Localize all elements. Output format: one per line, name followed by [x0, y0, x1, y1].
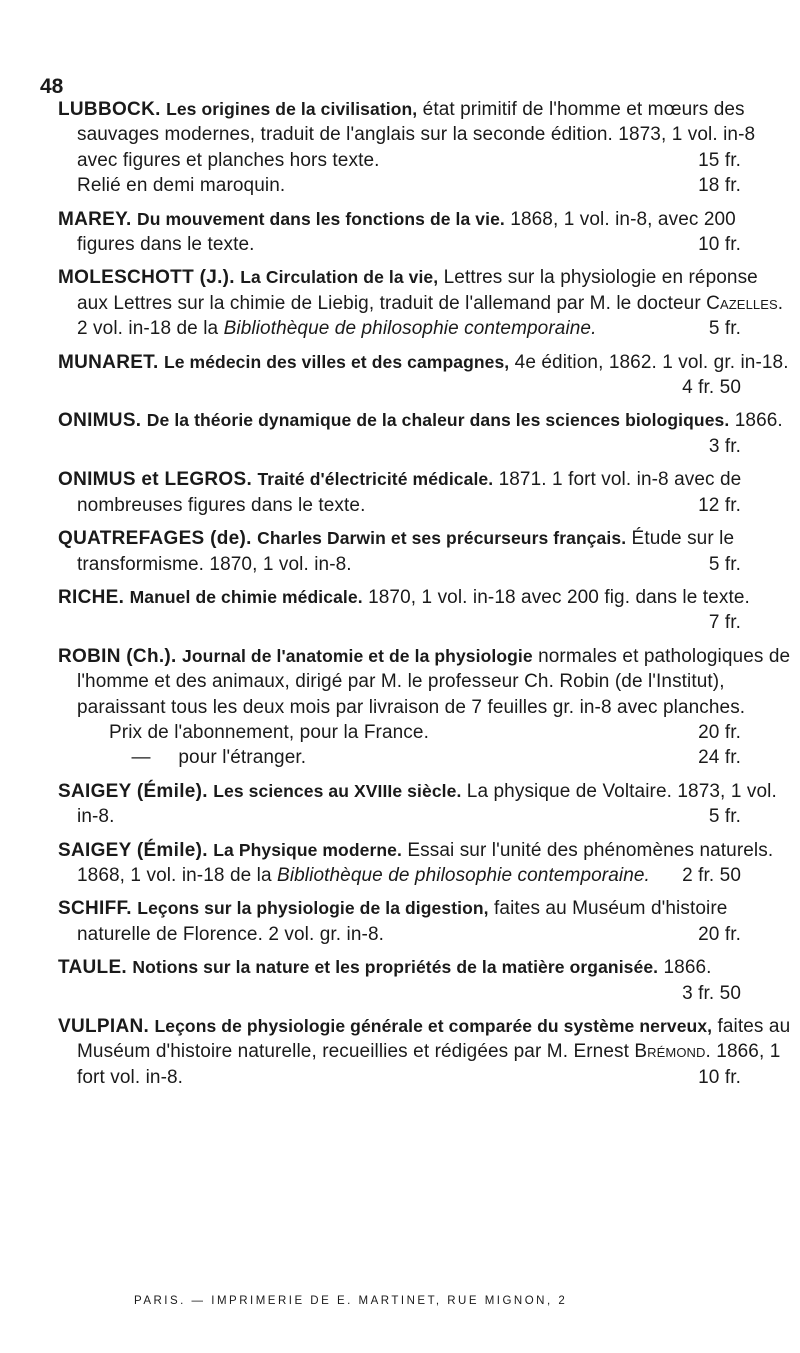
entry-title: Les origines de la civilisation, — [166, 99, 418, 119]
entry-description: 1871. 1 fort vol. in-8 avec de nombreuses figures dans le texte. — [77, 469, 742, 516]
entry-author: TAULE. — [58, 957, 127, 979]
entry-price: 5 fr. — [708, 553, 741, 575]
entry-description: Lettres sur la physiologie en réponse aux Lettres sur la chimie de Liebig, traduit de l'allemand par M. le docteur — [77, 267, 758, 314]
entry-price: 7 fr. — [708, 612, 741, 634]
entry-title: Le médecin des villes et des campagnes, — [163, 351, 510, 372]
entry-extra — [77, 173, 793, 198]
entry-title: Traité d'électricité médicale. — [257, 469, 494, 490]
entry-author: ONIMUS. — [58, 410, 142, 432]
catalog-entry-onimus — [58, 408, 793, 459]
entry-extra-text: Relié en demi maroquin. — [77, 175, 286, 197]
catalog-entry-lubbock — [58, 97, 793, 199]
entry-description: Essai sur l'unité des phénomènes naturels. 1868, 1 vol. in-18 de la — [77, 839, 774, 886]
catalog-entries — [58, 97, 793, 1098]
entry-title: Notions sur la nature et les propriétés de la matière organisée. — [132, 957, 659, 978]
catalog-entry-robin — [58, 644, 793, 771]
entry-title: Du mouvement dans les fonctions de la vie. — [136, 208, 505, 229]
entry-price: 10 fr. — [698, 234, 741, 256]
entry-author: SAIGEY (Émile). — [58, 839, 208, 861]
entry-editor-name: Brémond — [634, 1041, 706, 1063]
entry-extra-price: 20 fr. — [698, 721, 741, 743]
entry-description: faites au Muséum d'histoire naturelle, recueillies et rédigées par M. Ernest — [77, 1016, 791, 1063]
entry-subscription-france — [77, 720, 793, 745]
page-number: 48 — [40, 75, 64, 98]
entry-title: La Physique moderne. — [213, 839, 402, 860]
entry-description: normales et pathologiques de l'homme et des animaux, dirigé par M. le professeur Ch. Robin (de l'Institut), paraissant tous les deux mois par livraison de 7 feuilles gr. in-8 avec planches. — [77, 645, 791, 718]
entry-description: 1866. — [663, 957, 712, 979]
entry-price: 4 fr. 50 — [682, 377, 741, 399]
entry-author: SCHIFF. — [58, 898, 132, 920]
entry-description: 4e édition, 1862. 1 vol. gr. in-18. — [514, 351, 789, 373]
entry-title: Leçons sur la physiologie de la digestion, — [137, 898, 489, 919]
catalog-entry-riche — [58, 585, 793, 636]
entry-title: Charles Darwin et ses précurseurs français. — [257, 528, 627, 549]
entry-price: 3 fr. — [708, 435, 741, 457]
catalog-entry-marey — [58, 207, 793, 258]
entry-title: Manuel de chimie médicale. — [129, 586, 363, 607]
catalog-entry-taule — [58, 955, 793, 1006]
entry-author: LUBBOCK. — [58, 99, 161, 120]
entry-description: La physique de Voltaire. 1873, 1 vol. in-8. — [77, 780, 777, 828]
entry-author: MUNARET. — [58, 351, 159, 373]
entry-title: De la théorie dynamique de la chaleur dans les sciences biologiques. — [146, 410, 730, 431]
catalog-entry-schiff — [58, 896, 793, 947]
entry-author: MOLESCHOTT (J.). — [58, 267, 235, 289]
catalog-entry-onimus-legros — [58, 467, 793, 518]
entry-price: 3 fr. 50 — [682, 982, 741, 1004]
entry-description: 1868, 1 vol. in-8, avec 200 figures dans le texte. — [77, 208, 736, 256]
entry-description: faites au Muséum d'histoire naturelle de Florence. 2 vol. gr. in-8. — [77, 898, 728, 945]
entry-price: 12 fr. — [698, 494, 741, 516]
entry-title: Leçons de physiologie générale et comparée du système nerveux, — [154, 1016, 713, 1036]
entry-price: 10 fr. — [698, 1066, 741, 1088]
catalog-entry-munaret — [58, 350, 793, 401]
entry-series: Bibliothèque de philosophie contemporaine. — [277, 864, 650, 886]
entry-title: Les sciences au XVIIIe siècle. — [213, 780, 462, 801]
printer-imprint: PARIS. — IMPRIMERIE DE E. MARTINET, RUE MIGNON, 2 — [134, 1295, 568, 1307]
entry-description-cont: . 2 vol. in-18 de la — [77, 292, 784, 340]
catalog-entry-saigey-1 — [58, 779, 793, 830]
entry-description: état primitif de l'homme et mœurs des sauvages modernes, traduit de l'anglais sur la seconde édition. 1873, 1 vol. in-8 avec figures et planches hors texte. — [77, 99, 756, 171]
catalog-entry-saigey-2 — [58, 838, 793, 889]
catalog-entry-vulpian — [58, 1014, 793, 1090]
entry-title: La Circulation de la vie, — [240, 267, 439, 288]
catalog-entry-moleschott — [58, 265, 793, 341]
entry-author: ROBIN (Ch.). — [58, 645, 177, 667]
entry-extra-text: Prix de l'abonnement, pour la France. — [109, 721, 429, 743]
entry-subscription-abroad — [77, 745, 793, 770]
entry-description: 1866. — [734, 410, 783, 432]
entry-description-cont: . 1866, 1 fort vol. in-8. — [77, 1041, 781, 1088]
entry-price: 20 fr. — [698, 923, 741, 945]
entry-title: Journal de l'anatomie et de la physiologie — [182, 645, 533, 666]
entry-author: QUATREFAGES (de). — [58, 528, 252, 550]
entry-author: MAREY. — [58, 208, 132, 230]
ditto-dash: — — [131, 747, 151, 769]
entry-extra-price: 18 fr. — [698, 175, 741, 197]
entry-translator-name: Cazelles — [706, 292, 778, 314]
entry-description: 1870, 1 vol. in-18 avec 200 fig. dans le texte. — [368, 586, 750, 608]
entry-author: RICHE. — [58, 586, 125, 608]
entry-author: ONIMUS et LEGROS. — [58, 469, 253, 491]
entry-price: 15 fr. — [698, 149, 741, 171]
entry-price: 5 fr. — [708, 318, 741, 340]
entry-extra2-price: 24 fr. — [698, 747, 741, 769]
catalog-entry-quatrefages — [58, 526, 793, 577]
entry-series: Bibliothèque de philosophie contemporaine. — [223, 318, 597, 340]
entry-description: Étude sur le transformisme. 1870, 1 vol. in-8. — [77, 528, 735, 575]
entry-extra2-text: pour l'étranger. — [178, 747, 307, 769]
entry-price: 2 fr. 50 — [682, 864, 741, 886]
entry-author: VULPIAN. — [58, 1016, 150, 1037]
entry-author: SAIGEY (Émile). — [58, 780, 208, 802]
entry-price: 5 fr. — [708, 806, 741, 828]
